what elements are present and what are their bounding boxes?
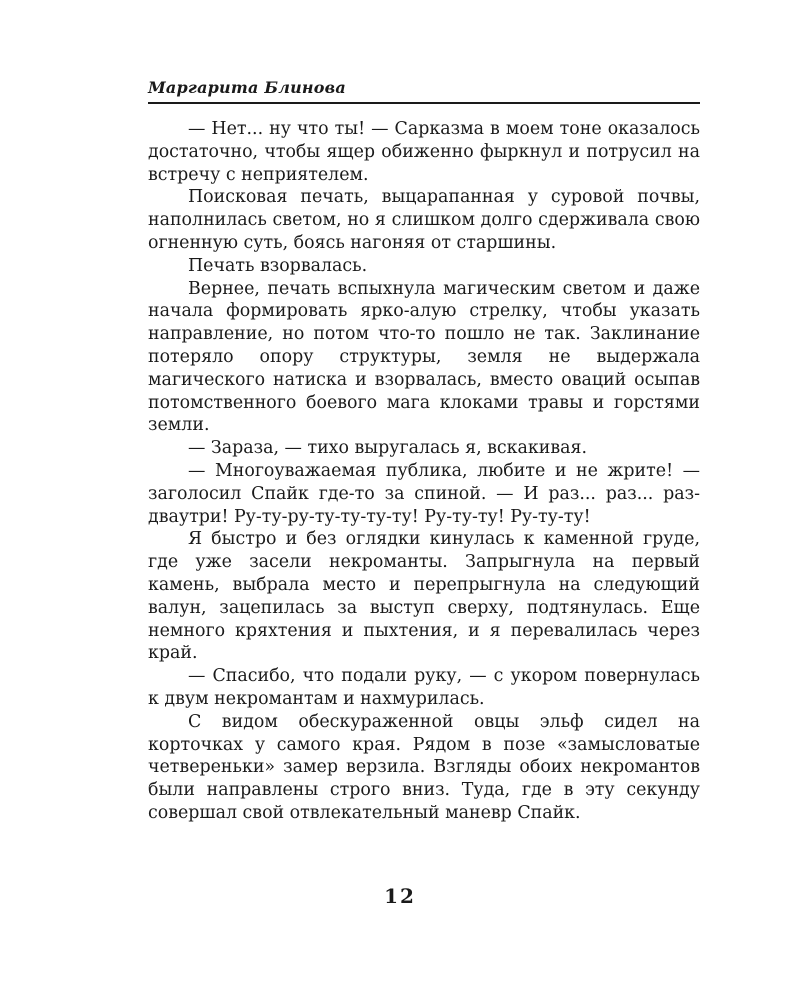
- body-text: [148, 118, 700, 825]
- paragraph: Печать взорвалась.: [188, 255, 368, 276]
- paragraph: — Спасибо, что подали руку, — с укором повернулась к двум некромантам и нахмурилась.: [148, 666, 700, 709]
- paragraph: С видом обескураженной овцы эльф сидел на корточках у самого края. Рядом в позе «замысловатые четвереньки» замер верзила. Взгляды обоих некромантов были направлены строго вниз. Туда, где в эту секунду совершал свой отвлекательный маневр Спайк.: [148, 711, 700, 823]
- paragraph: — Зараза, — тихо выругалась я, вскакивая.: [188, 438, 588, 459]
- paragraph: Я быстро и без оглядки кинулась к каменной груде, где уже засели некроманты. Запрыгнула на первый камень, выбрала место и перепрыгнула на следующий валун, зацепилась за выступ сверху, подтянулась. Еще немного кряхтения и пыхтения, и я перевалилась через край.: [148, 529, 700, 664]
- paragraph: Поисковая печать, выцарапанная у суровой почвы, наполнилась светом, но я слишком долго сдерживала свою огненную суть, боясь нагоняя от старшины.: [148, 187, 700, 253]
- page-number: 12: [384, 884, 416, 908]
- paragraph: — Многоуважаемая публика, любите и не жрите! — заголосил Спайк где-то за спиной. — И раз... раз... раз-дваутри! Ру-ту-ру-ту-ту-ту-ту! Ру-ту-ту! Ру-ту-ту!: [148, 460, 700, 527]
- author-name: Маргарита Блинова: [148, 78, 346, 97]
- running-head: [148, 78, 700, 104]
- paragraph: Вернее, печать вспыхнула магическим светом и даже начала формировать ярко-алую стрелку, чтобы указать направление, но потом что-то пошло не так. Заклинание потеряло опору структуры, земля не выдержала магического натиска и взорвалась, вместо оваций осыпав потомственного боевого мага клоками травы и горстями земли.: [148, 278, 700, 436]
- paragraph: — Нет... ну что ты! — Сарказма в моем тоне оказалось достаточно, чтобы ящер обиженно фыркнул и потрусил на встречу с неприятелем.: [148, 119, 700, 185]
